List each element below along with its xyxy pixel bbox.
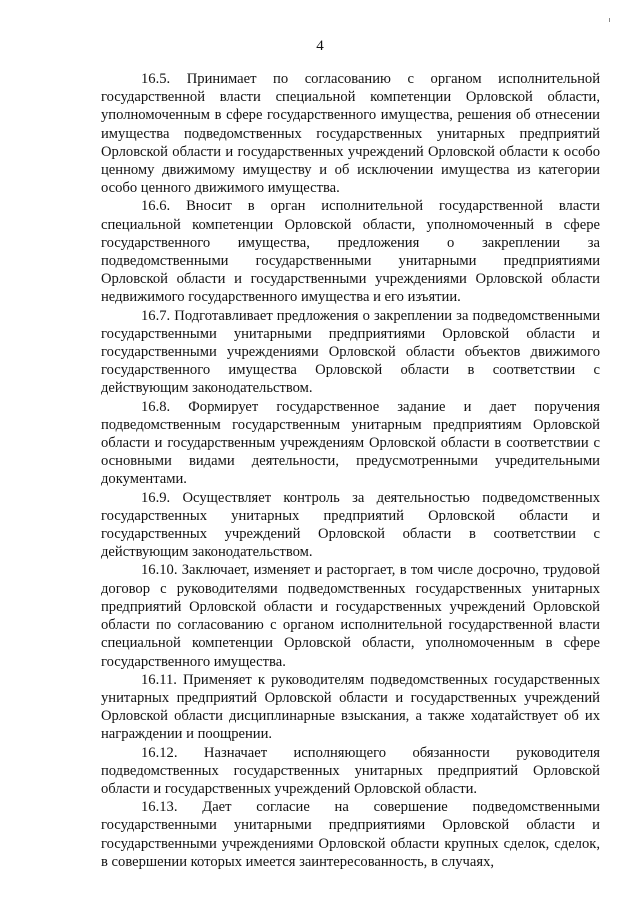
clause-text: Дает согласие на совершение подведомственными государственными унитарными предприятиями Орловской области и государственными учреждениями Орловской области крупных сделок, сделок, в совершении которых имеется заинтересованность, в случаях, [101,799,600,870]
clause-text: Осуществляет контроль за деятельностью подведомственных государственных унитарных предприятий Орловской области и государственных учреждений Орловской области в соответствии с действующим законодательством. [101,489,600,561]
clause-number: 16.10. [141,562,178,579]
clause-16-9 [101,489,600,562]
clause-number: 16.9. [141,489,171,506]
clause-16-11 [101,671,600,744]
clause-text: Принимает по согласованию с органом исполнительной государственной власти специальной компетенции Орловской области, уполномоченным в сфере государственного имущества, решения об отнесении имущества подведомственных государственных унитарных предприятий Орловской области и государственных учреждений Орловской области к особо ценному движимому имуществу и об исключении имущества из категории особо ценного движимого имущества. [101,71,601,197]
clause-number: 16.5. [141,71,171,87]
clause-number: 16.11. [141,671,177,688]
page-number: 4 [316,38,324,54]
clause-16-5 [101,70,600,197]
clause-text: Формирует государственное задание и дает поручения подведомственным государственным унитарным предприятиям Орловской области и государственным учреждениям Орловской области в соответствии с основными видами деятельности, предусмотренными учредительными документами. [101,398,600,488]
clause-number: 16.7. [141,307,171,324]
clause-text: Заключает, изменяет и расторгает, в том числе досрочно, трудовой договор с руководителями подведомственных государственных унитарных предприятий Орловской области и государственных учреждений Орловской области по согласованию с органом исполнительной государственной власти специальной компетенции Орловской области, уполномоченным в сфере государственного имущества. [101,562,600,670]
clause-16-12 [101,744,600,799]
clause-16-8 [101,398,600,489]
clause-16-7 [101,307,600,398]
document-body [101,70,600,871]
clause-number: 16.6. [141,198,171,215]
clause-16-6 [101,197,600,306]
clause-16-10 [101,561,600,670]
clause-text: Применяет к руководителям подведомственных государственных унитарных предприятий Орловской области и государственных учреждений Орловской области дисциплинарные взыскания, а также ходатайствует об их награждении и поощрении. [101,671,600,743]
clause-text: Назначает исполняющего обязанности руководителя подведомственных государственных унитарных предприятий Орловской области и государственных учреждений Орловской области. [101,744,600,797]
clause-number: 16.8. [141,398,171,415]
scan-mark [609,18,610,22]
clause-number: 16.12. [141,744,178,761]
clause-text: Вносит в орган исполнительной государственной власти специальной компетенции Орловской области, уполномоченный в сфере государственного имущества, предложения о закреплении за подведомственными государственными унитарными предприятиями Орловской области и государственными учреждениями Орловской области недвижимого государственного имущества и его изъятии. [101,198,600,306]
clause-16-13 [101,798,600,871]
clause-text: Подготавливает предложения о закреплении за подведомственными государственными унитарными предприятиями Орловской области и государственными учреждениями Орловской области объектов движимого государственного имущества Орловской области в соответствии с действующим законодательством. [101,307,600,397]
clause-number: 16.13. [141,799,178,816]
